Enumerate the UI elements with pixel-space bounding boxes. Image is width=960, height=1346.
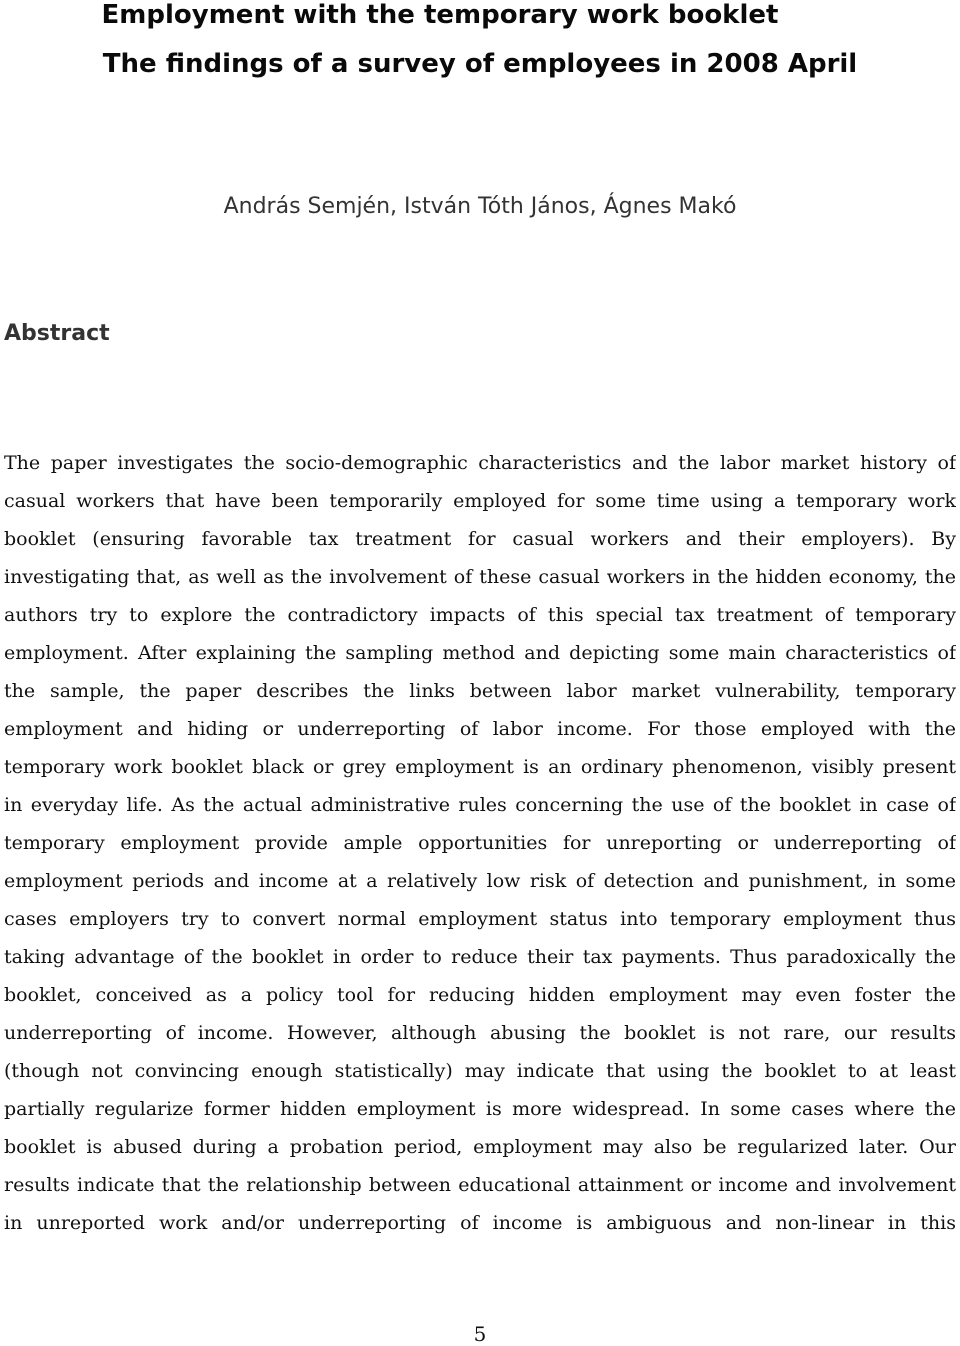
abstract-line: partially regularize former hidden employment is more widespread. In some cases where the [4,1098,956,1120]
abstract-line: cases employers try to convert normal employment status into temporary employment thus [4,908,956,930]
abstract-line: booklet is abused during a probation period, employment may also be regularized later. Our [4,1136,956,1158]
abstract-line: employment and hiding or underreporting of labor income. For those employed with the [4,718,956,740]
abstract-line: in everyday life. As the actual administrative rules concerning the use of the booklet in case of [4,794,956,816]
abstract-line: casual workers that have been temporarily employed for some time using a temporary work [4,490,956,512]
abstract-heading: Abstract [4,321,110,346]
abstract-line: the sample, the paper describes the links between labor market vulnerability, temporary [4,680,956,702]
title-line-1: Employment with the temporary work booklet [101,0,779,30]
abstract-body [4,444,956,1242]
abstract-line: in unreported work and/or underreporting of income is ambiguous and non-linear in this [4,1212,956,1234]
author-list: András Semjén, István Tóth János, Ágnes Makó [223,194,737,219]
abstract-line: underreporting of income. However, although abusing the booklet is not rare, our results [4,1022,956,1044]
abstract-line: employment. After explaining the sampling method and depicting some main characteristics of [4,642,956,664]
abstract-line: (though not convincing enough statistically) may indicate that using the booklet to at least [4,1060,956,1082]
abstract-line: booklet, conceived as a policy tool for reducing hidden employment may even foster the [4,984,956,1006]
abstract-line: booklet (ensuring favorable tax treatment for casual workers and their employers). By [4,528,956,550]
abstract-line: authors try to explore the contradictory impacts of this special tax treatment of temporary [4,604,956,626]
page-number: 5 [473,1322,487,1346]
title-line-2: The findings of a survey of employees in 2008 April [102,49,858,79]
abstract-line: employment periods and income at a relatively low risk of detection and punishment, in some [4,870,956,892]
abstract-line: temporary employment provide ample opportunities for unreporting or underreporting of [4,832,956,854]
abstract-line: The paper investigates the socio-demographic characteristics and the labor market history of [4,452,956,474]
abstract-line: results indicate that the relationship between educational attainment or income and involvement [4,1174,956,1196]
abstract-line: investigating that, as well as the involvement of these casual workers in the hidden economy, the [4,566,956,588]
abstract-line: temporary work booklet black or grey employment is an ordinary phenomenon, visibly present [4,756,956,778]
abstract-line: taking advantage of the booklet in order to reduce their tax payments. Thus paradoxically the [4,946,956,968]
